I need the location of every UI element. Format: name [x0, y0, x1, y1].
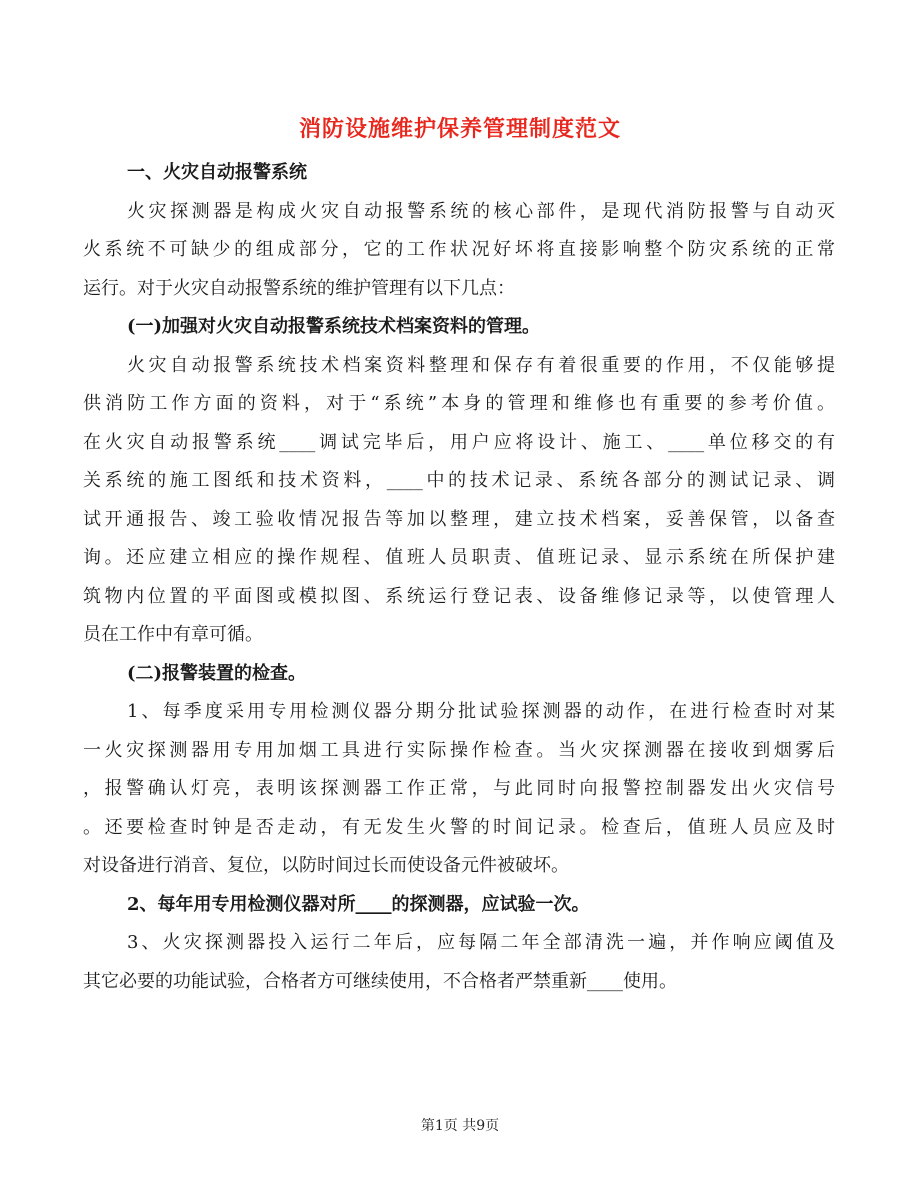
paragraph-line: 筑物内位置的平面图或模拟图、系统运行登记表、设备维修记录等，以使管理人	[83, 585, 835, 607]
subsection-heading: (一)加强对火灾自动报警系统技术档案资料的管理。	[127, 316, 541, 337]
paragraph-line: 火灾自动报警系统技术档案资料整理和保存有着很重要的作用，不仅能够提	[127, 354, 835, 376]
paragraph-line: 火系统不可缺少的组成部分，它的工作状况好坏将直接影响整个防灾系统的正常	[83, 239, 835, 260]
paragraph-line: 试开通报告、竣工验收情况报告等加以整理，建立技术档案，妥善保管，以备查	[83, 508, 835, 530]
paragraph-line: 一火灾探测器用专用加烟工具进行实际操作检查。当火灾探测器在接收到烟雾后	[83, 739, 835, 761]
paragraph-line: 关系统的施工图纸和技术资料，____中的技术记录、系统各部分的测试记录、调	[83, 470, 835, 491]
paragraph-line: 运行。对于火灾自动报警系统的维护管理有以下几点：	[83, 277, 515, 299]
paragraph-line: 询。还应建立相应的操作规程、值班人员职责、值班记录、显示系统在所保护建	[83, 547, 835, 568]
paragraph-line: 其它必要的功能试验，合格者方可继续使用，不合格者严禁重新____使用。	[83, 970, 677, 992]
paragraph-line: ，报警确认灯亮，表明该探测器工作正常，与此同时向报警控制器发出火灾信号	[83, 778, 835, 799]
document-title: 消防设施维护保养管理制度范文	[298, 116, 621, 142]
paragraph-line: 1、每季度采用专用检测仪器分期分批试验探测器的动作，在进行检查时对某	[127, 701, 835, 722]
document-body	[83, 154, 835, 1001]
paragraph-line: 员在工作中有章可循。	[83, 624, 263, 645]
paragraph-line: 火灾探测器是构成火灾自动报警系统的核心部件，是现代消防报警与自动灭	[127, 200, 835, 222]
paragraph-line: 3、火灾探测器投入运行二年后，应每隔二年全部清洗一遍，并作响应阈值及	[127, 932, 835, 953]
page-footer: 第1页 共9页	[420, 1118, 500, 1134]
paragraph-line: 。还要检查时钟是否走动，有无发生火警的时间记录。检查后，值班人员应及时	[83, 816, 835, 838]
paragraph-line: 在火灾自动报警系统____调试完毕后，用户应将设计、施工、____单位移交的有	[83, 431, 835, 453]
paragraph-line: 供消防工作方面的资料，对于“系统”本身的管理和维修也有重要的参考价值。	[83, 393, 835, 414]
subsection-heading: (二)报警装置的检查。	[127, 662, 307, 684]
numbered-item-heading: 2、每年用专用检测仪器对所____的探测器，应试验一次。	[127, 893, 590, 915]
paragraph-line: 对设备进行消音、复位，以防时间过长而使设备元件被破坏。	[83, 855, 569, 876]
section-heading: 一、火灾自动报警系统	[127, 162, 307, 183]
